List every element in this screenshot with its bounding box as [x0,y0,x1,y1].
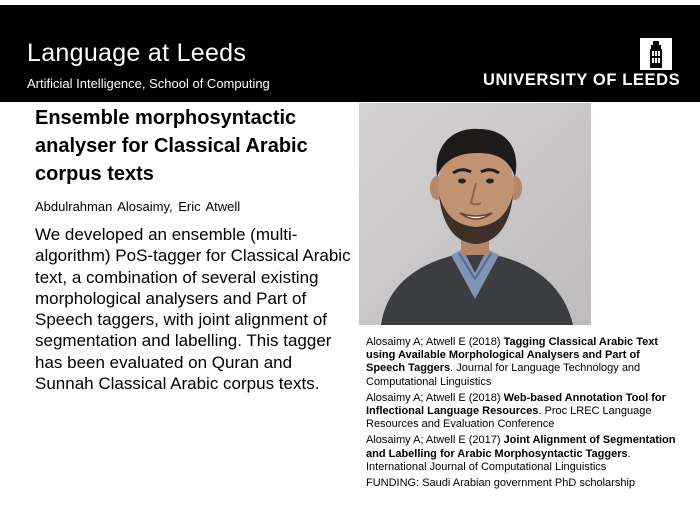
poster-title: Ensemble morphosyntactic analyser for Classical Arabic corpus texts [35,107,308,185]
poster-abstract: We developed an ensemble (multi-algorithm) PoS-tagger for Classical Arabic text, a combination of several existing morphological analysers and Part of Speech taggers, with joint alignment of segmentation and labelling. This tagger has been evaluated on Quran and Sunnah Classical Arabic corpus texts. [35,225,351,394]
author-photo [359,103,591,325]
reference-item: Alosaimy A; Atwell E (2017) Joint Alignment of Segmentation and Labelling for Arabic Morphosyntactic Taggers. International Journal of Computational Linguistics [366,434,676,473]
university-logo-text: UNIVERSITY OF LEEDS [483,71,681,89]
references-list [366,336,681,490]
funding-note: FUNDING: Saudi Arabian government PhD scholarship [366,477,636,490]
site-subtitle: Artificial Intelligence, School of Computing [27,76,270,91]
reference-item: Alosaimy A; Atwell E (2018) Web-based Annotation Tool for Inflectional Language Resources. Proc LREC Language Resources and Evaluation Conference [366,391,666,431]
header-banner [0,5,700,102]
poster-authors: Abdulrahman Alosaimy, Eric Atwell [35,199,241,214]
reference-item: Alosaimy A; Atwell E (2018) Tagging Classical Arabic Text using Available Morphological Analysers and Part of Speech Taggers. Journal for Language Technology and Computational Linguistics [366,336,659,388]
site-title: Language at Leeds [27,39,247,67]
parkinson-tower-icon [640,38,672,70]
